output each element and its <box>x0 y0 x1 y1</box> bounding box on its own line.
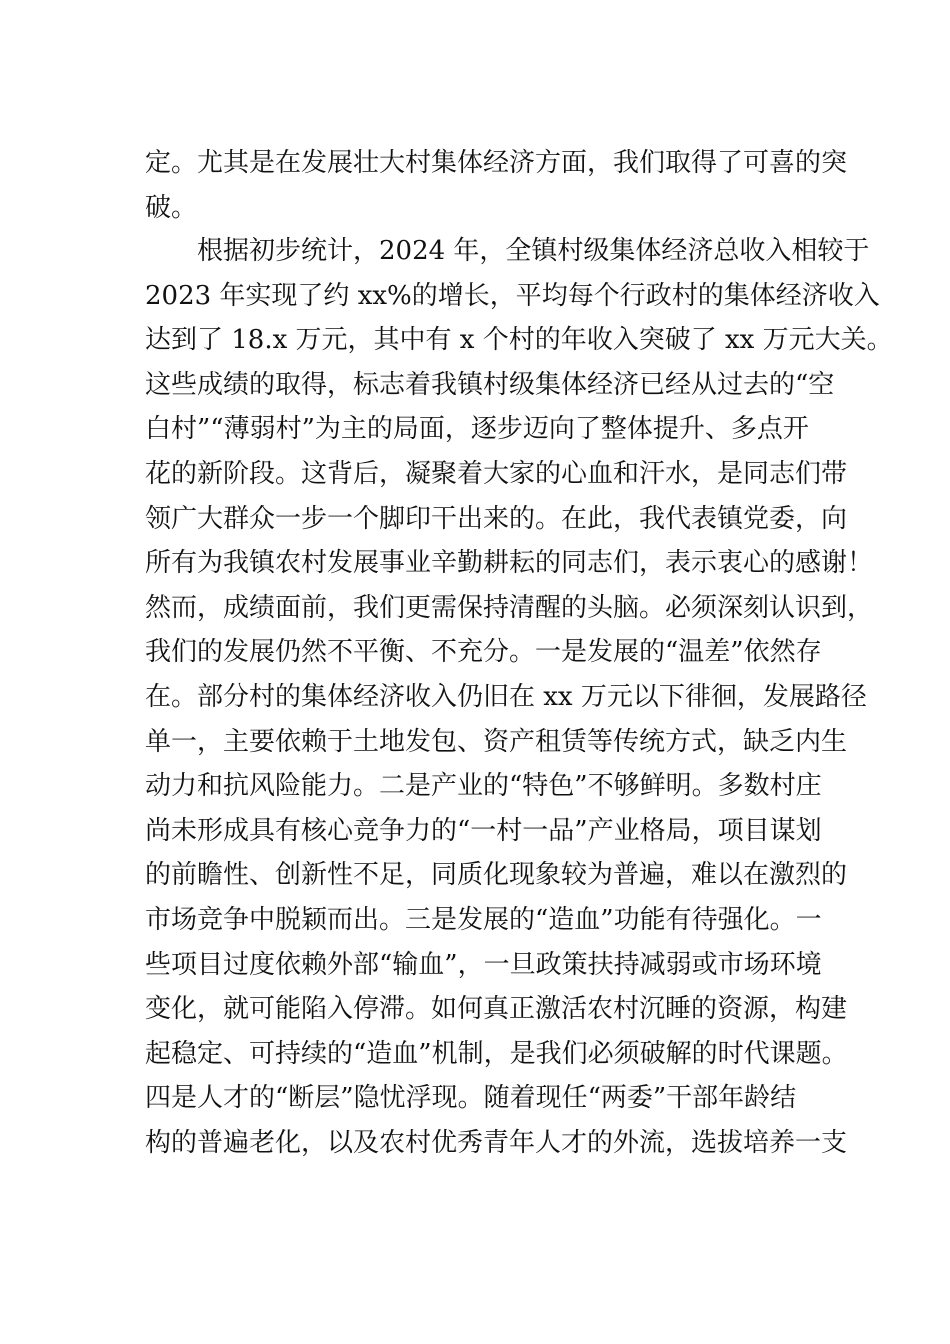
text-line: 白村”“薄弱村”为主的局面，逐步迈向了整体提升、多点开 <box>145 414 809 444</box>
text-line: 单一，主要依赖于土地发包、资产租赁等传统方式，缺乏内生 <box>145 727 848 757</box>
text-line: 我们的发展仍然不平衡、不充分。一是发展的“温差”依然存 <box>145 637 822 667</box>
text-line: 动力和抗风险能力。二是产业的“特色”不够鲜明。多数村庄 <box>145 771 822 801</box>
text-line: 花的新阶段。这背后，凝聚着大家的心血和汗水，是同志们带 <box>145 459 848 489</box>
text-line: 达到了 18.x 万元，其中有 x 个村的年收入突破了 xx 万元大关。 <box>145 325 893 355</box>
text-line: 构的普遍老化，以及农村优秀青年人才的外流，选拔培养一支 <box>145 1128 848 1158</box>
text-line: 所有为我镇农村发展事业辛勤耕耘的同志们，表示衷心的感谢！ <box>145 548 874 578</box>
text-line: 定。尤其是在发展壮大村集体经济方面，我们取得了可喜的突 <box>145 148 848 178</box>
text-line: 起稳定、可持续的“造血”机制，是我们必须破解的时代课题。 <box>145 1039 848 1069</box>
text-line: 些项目过度依赖外部“输血”，一旦政策扶持减弱或市场环境 <box>145 950 822 980</box>
text-line: 市场竞争中脱颖而出。三是发展的“造血”功能有待强化。一 <box>145 905 822 935</box>
paragraph-first-line: 根据初步统计，2024 年，全镇村级集体经济总收入相较于 <box>197 236 870 266</box>
text-line: 2023 年实现了约 xx%的增长，平均每个行政村的集体经济收入 <box>145 281 880 311</box>
text-line: 破。 <box>145 193 198 223</box>
text-line: 四是人才的“断层”隐忧浮现。随着现任“两委”干部年龄结 <box>145 1083 797 1113</box>
text-line: 然而，成绩面前，我们更需保持清醒的头脑。必须深刻认识到， <box>145 593 874 623</box>
text-line: 在。部分村的集体经济收入仍旧在 xx 万元以下徘徊，发展路径 <box>145 682 867 712</box>
text-line: 领广大群众一步一个脚印干出来的。在此，我代表镇党委，向 <box>145 504 848 534</box>
text-line: 的前瞻性、创新性不足，同质化现象较为普遍，难以在激烈的 <box>145 860 848 890</box>
text-line: 尚未形成具有核心竞争力的“一村一品”产业格局，项目谋划 <box>145 816 822 846</box>
text-line: 这些成绩的取得，标志着我镇村级集体经济已经从过去的“空 <box>145 370 835 400</box>
text-line: 变化，就可能陷入停滞。如何真正激活农村沉睡的资源，构建 <box>145 994 848 1024</box>
